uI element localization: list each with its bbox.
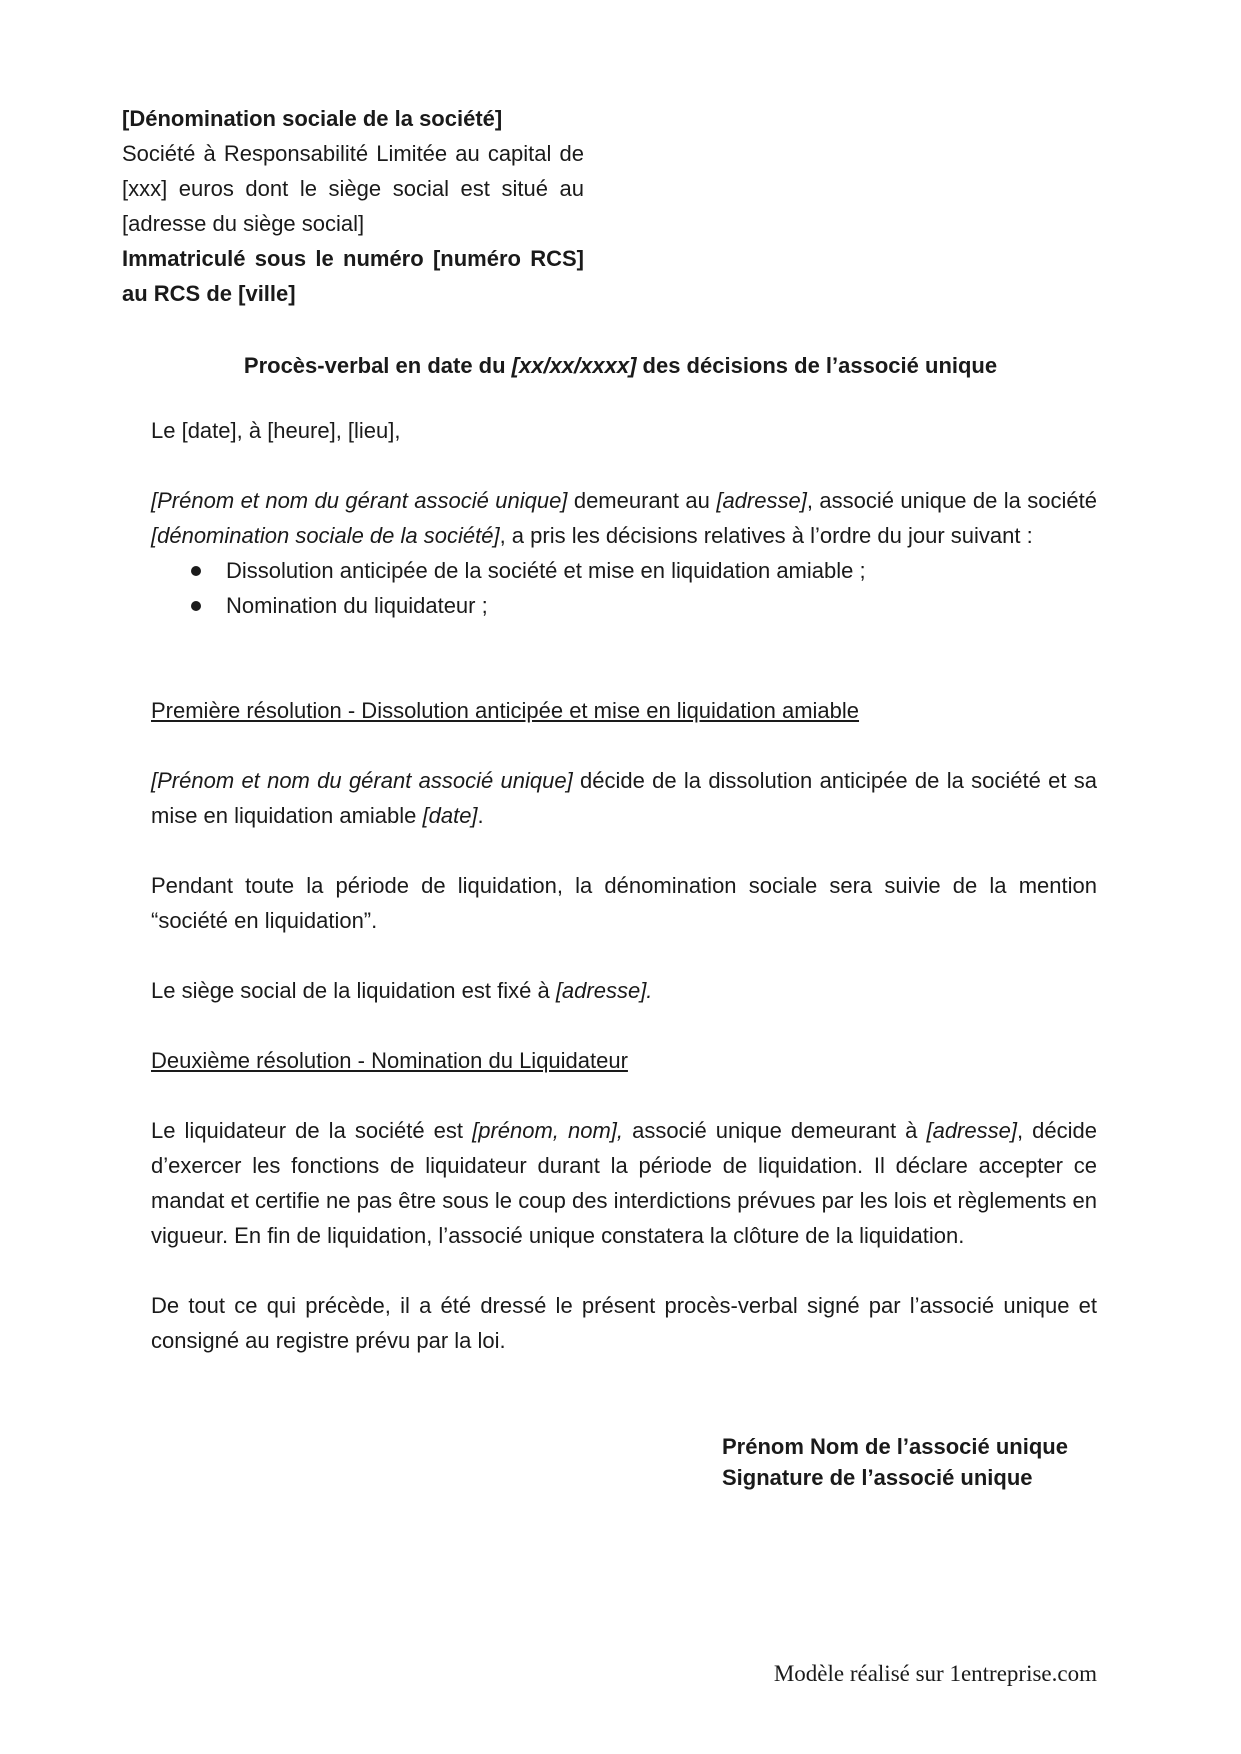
title-prefix: Procès-verbal en date du bbox=[243, 353, 512, 378]
footer-credit: Modèle réalisé sur 1entreprise.com bbox=[773, 1661, 1097, 1686]
agenda-item-label: Dissolution anticipée de la société et mise en liquidation amiable ; bbox=[226, 558, 866, 583]
company-description: Société à Responsabilité Limitée au capital de [xxx] euros dont le siège social est situé au [adresse du siège social] bbox=[122, 141, 584, 236]
resolution-1-p3 bbox=[151, 973, 1097, 1008]
resolution-1-person: [Prénom et nom du gérant associé unique] bbox=[151, 768, 573, 793]
resolution-2-paragraph bbox=[151, 1113, 1097, 1253]
opening-text: Le [date], à [heure], [lieu], bbox=[151, 418, 401, 443]
signature-block bbox=[722, 1431, 1068, 1493]
agenda-item bbox=[151, 553, 1097, 588]
intro-address: [adresse] bbox=[716, 488, 807, 513]
title-date: [xx/xx/xxxx] bbox=[511, 353, 637, 378]
intro-text-2: , associé unique de la société bbox=[806, 488, 1097, 513]
company-registration: Immatriculé sous le numéro [numéro RCS] au RCS de [ville] bbox=[122, 246, 584, 306]
resolution-2-text-2: associé unique demeurant à bbox=[623, 1118, 927, 1143]
company-name: [Dénomination sociale de la société] bbox=[122, 106, 503, 131]
intro-text-1: demeurant au bbox=[567, 488, 717, 513]
resolution-1-p1 bbox=[151, 763, 1097, 833]
resolution-1-paragraph-3 bbox=[151, 973, 1097, 1008]
bullet-icon bbox=[191, 566, 201, 576]
signature-label: Signature de l’associé unique bbox=[722, 1465, 1033, 1490]
resolution-1-paragraph-2: Pendant toute la période de liquidation, la dénomination sociale sera suivie de la mention “société en liquidation”. bbox=[151, 873, 1097, 933]
intro-section bbox=[151, 483, 1097, 623]
agenda-item-label: Nomination du liquidateur ; bbox=[226, 593, 488, 618]
intro-person: [Prénom et nom du gérant associé unique] bbox=[151, 488, 568, 513]
resolution-2-p1 bbox=[151, 1113, 1097, 1253]
company-header bbox=[122, 101, 584, 311]
resolution-1-heading: Première résolution - Dissolution anticipée et mise en liquidation amiable bbox=[151, 698, 860, 723]
document-title bbox=[0, 348, 1241, 383]
resolution-2-text-1: Le liquidateur de la société est bbox=[151, 1118, 473, 1143]
resolution-1-seat-address: [adresse]. bbox=[555, 978, 653, 1003]
closing-block bbox=[151, 1288, 1097, 1358]
title-suffix: des décisions de l’associé unique bbox=[636, 353, 998, 378]
intro-text-3: , a pris les décisions relatives à l’ordre du jour suivant : bbox=[499, 523, 1033, 548]
resolution-2-heading: Deuxième résolution - Nomination du Liquidateur bbox=[151, 1048, 628, 1073]
resolution-1-date: [date] bbox=[422, 803, 478, 828]
resolution-1-paragraph-1 bbox=[151, 763, 1097, 833]
closing-paragraph: De tout ce qui précède, il a été dressé le présent procès-verbal signé par l’associé unique et consigné au registre prévu par la loi. bbox=[151, 1293, 1097, 1353]
opening-line bbox=[151, 413, 1097, 448]
resolution-2-address: [adresse] bbox=[926, 1118, 1017, 1143]
resolution-1-heading-block bbox=[151, 693, 1097, 728]
agenda-item bbox=[151, 588, 1097, 623]
intro-company: [dénomination sociale de la société] bbox=[151, 523, 500, 548]
bullet-icon bbox=[191, 601, 201, 611]
resolution-1-text: décide de la dissolution anticipée de la société et sa mise en liquidation amiable bbox=[151, 768, 1097, 828]
signature-name: Prénom Nom de l’associé unique bbox=[722, 1434, 1068, 1459]
agenda-list bbox=[151, 553, 1097, 623]
resolution-2-name: [prénom, nom], bbox=[472, 1118, 624, 1143]
resolution-1-p2 bbox=[151, 868, 1097, 938]
resolution-2-text-3: , décide d’exercer les fonctions de liquidateur durant la période de liquidation. Il déclare accepter ce mandat et certifie ne pas être sous le coup des interdictions prévues par les lois et règlements en vigueur. En fin de liquidation, l’associé unique constatera la clôture de la liquidation. bbox=[151, 1118, 1097, 1248]
resolution-1-seat-text: Le siège social de la liquidation est fixé à bbox=[151, 978, 556, 1003]
intro-paragraph bbox=[151, 483, 1097, 553]
resolution-1-end: . bbox=[477, 803, 484, 828]
resolution-2-heading-block bbox=[151, 1043, 1097, 1078]
